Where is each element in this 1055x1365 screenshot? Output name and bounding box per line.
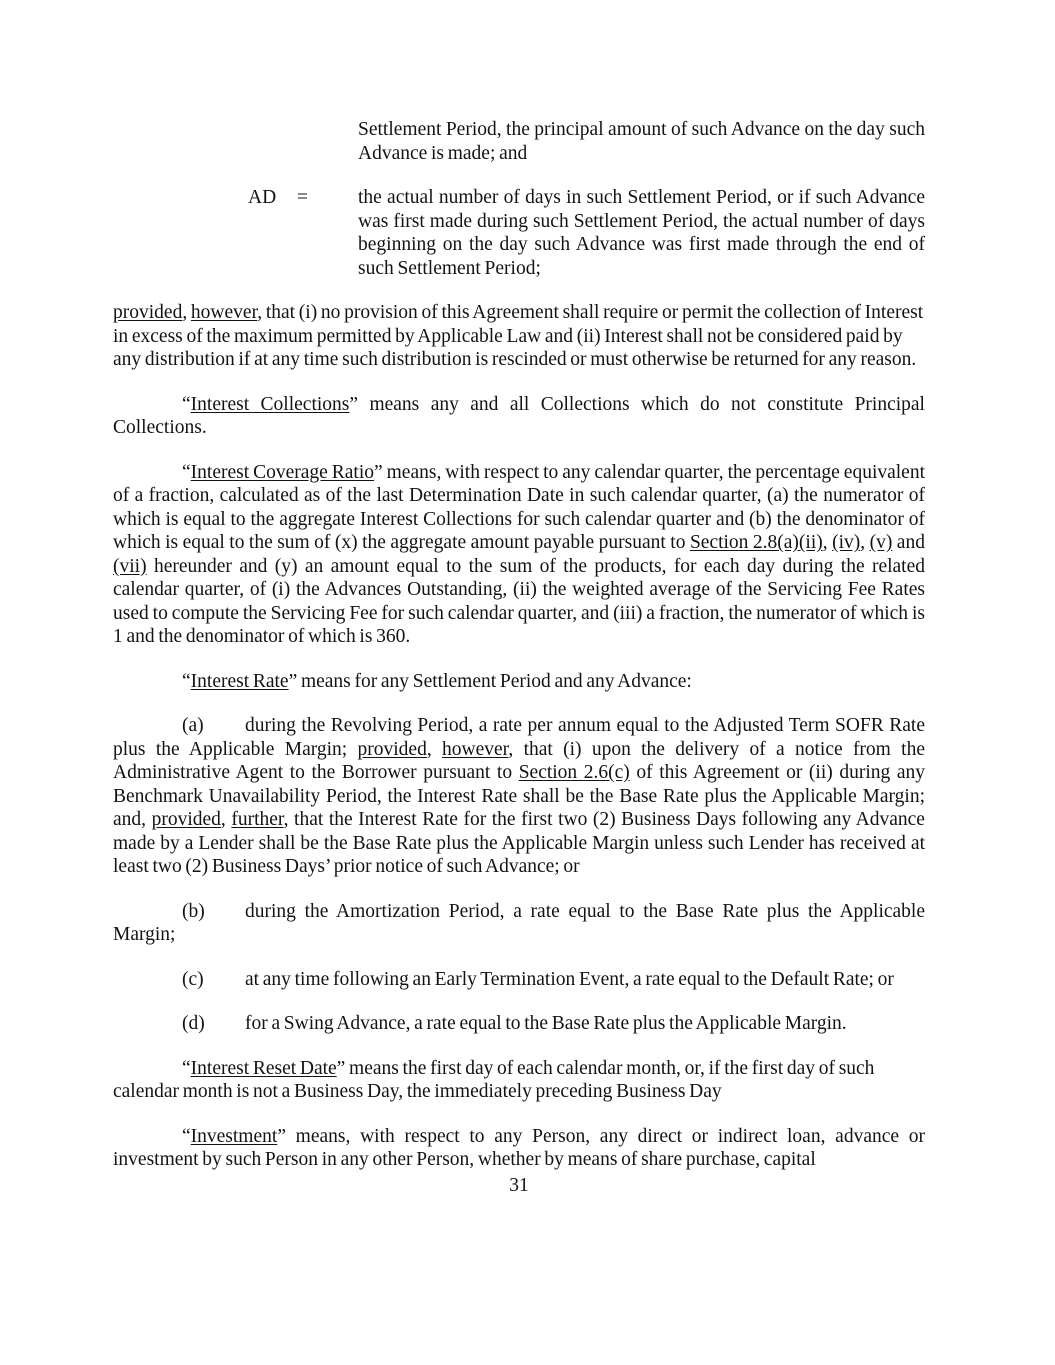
text-segment: during the Revolving Period, a rate per annum equal to the Adjusted Term SOFR Rate plus the Applicable Margin; xyxy=(113,715,925,760)
clause-d-text xyxy=(245,1013,847,1034)
paragraph-interest-rate-clause-d xyxy=(113,1012,925,1036)
underlined-term: Interest Rate xyxy=(190,670,289,692)
clause-d-label: (d) xyxy=(182,1013,205,1034)
text-segment: and xyxy=(892,532,925,553)
text-segment: during the Amortization Period, a rate equal to the Base Rate plus the Applicable Margin; xyxy=(113,900,925,945)
underlined-term: Interest Reset Date xyxy=(190,1057,337,1079)
text-segment: , xyxy=(220,809,232,830)
paragraph-interest-reset-date-definition xyxy=(113,1057,925,1104)
ad-definition-row xyxy=(248,186,925,280)
ad-definition-body xyxy=(358,186,925,280)
underlined-term: Section 2.6(c) xyxy=(518,762,630,783)
text-segment: the actual number of days in such Settlement Period, or if such Advance was first made during such Settlement Period, the actual number of days beginning on the day such Advance was first made through the end of such Settlement Period; xyxy=(358,187,925,279)
text-segment: “ xyxy=(182,461,191,483)
underlined-term: Section 2.8(a)(ii) xyxy=(689,532,823,553)
underlined-term: however xyxy=(190,302,258,323)
paragraph-settlement-continuation xyxy=(358,118,925,165)
equals-sign: = xyxy=(297,187,308,208)
text-segment: “ xyxy=(182,393,191,415)
underlined-term: provided xyxy=(113,302,183,323)
text-segment: ” means any and all Collections which do not constitute Principal Collections. xyxy=(113,393,925,438)
paragraph-interest-rate-clause-c xyxy=(113,968,925,992)
paragraph-proviso xyxy=(113,301,925,372)
text-segment: for a Swing Advance, a rate equal to the Base Rate plus the Applicable Margin. xyxy=(245,1013,847,1034)
underlined-term: provided xyxy=(357,738,427,760)
text-segment: , xyxy=(822,532,833,553)
underlined-term: Interest Coverage Ratio xyxy=(190,461,375,483)
underlined-term: (vii) xyxy=(113,555,147,577)
page-number: 31 xyxy=(509,1174,529,1196)
underlined-term: further xyxy=(231,809,284,830)
text-segment: hereunder and (y) an amount equal to the sum of the products, for each day during the related calendar quarter, of (i) the Advances Outstanding, (ii) the weighted average of the Servicing Fee Rates used to compute the Servicing Fee for such calendar quarter, and (iii) a fraction, the numerator of which is 1 and the denominator of which is 360. xyxy=(113,555,925,647)
text-segment: ” means, with respect to any calendar quarter, the percentage equivalent of a fraction, calculated as of the last Determination Date in such calendar quarter, (a) the numerator of which is equal to the aggregate Interest Collections for such calendar quarter and (b) the denominator of which is equal to the sum of (x) the aggregate amount payable pursuant to xyxy=(113,461,926,553)
clause-a-text xyxy=(113,715,925,877)
text-segment: , xyxy=(860,532,870,553)
paragraph-interest-collections-definition xyxy=(113,393,925,440)
clause-c-text xyxy=(245,969,894,990)
underlined-term: (v) xyxy=(869,532,893,553)
text-segment: ” means the first day of each calendar month, or, if the first day of such calendar month is not a Business Day, the immediately preceding Business Day xyxy=(113,1057,875,1102)
ad-term: AD xyxy=(248,187,277,208)
text-segment: Settlement Period, the principal amount of such Advance on the day such Advance is made; and xyxy=(358,119,925,164)
paragraph-interest-rate-clause-a xyxy=(113,714,925,879)
underlined-term: however xyxy=(442,738,509,760)
text-segment: of this Agreement or (ii) during any Benchmark Unavailability Period, the Interest Rate shall be the Base Rate plus the Applicable Margin; and, xyxy=(113,762,925,830)
text-segment: ” means, with respect to any Person, any direct or indirect loan, advance or investment by such Person in any other Person, whether by means of share purchase, capital xyxy=(113,1125,925,1170)
clause-b-label: (b) xyxy=(182,900,205,922)
text-segment: ” means for any Settlement Period and any Advance: xyxy=(288,670,692,692)
text-segment: , xyxy=(426,738,443,760)
paragraph-interest-rate-clause-b xyxy=(113,900,925,947)
paragraph-investment-definition xyxy=(113,1125,925,1172)
text-segment: , that the Interest Rate for the first two (2) Business Days following any Advance made by a Lender shall be the Base Rate plus the Applicable Margin unless such Lender has received at least two (2) Business Days’ prior notice of such Advance; or xyxy=(113,809,925,877)
clause-a-label: (a) xyxy=(182,715,204,736)
text-segment: “ xyxy=(182,1057,191,1079)
underlined-term: Interest Collections xyxy=(190,393,350,415)
paragraph-interest-rate-definition xyxy=(113,670,925,694)
underlined-term: provided xyxy=(151,809,221,830)
text-segment: , xyxy=(182,302,191,323)
underlined-term: Investment xyxy=(190,1125,278,1147)
text-segment: , that (i) no provision of this Agreement shall require or permit the collection of Interest in excess of the maximum permitted by Applicable Law and (ii) Interest shall not be considered paid by any distribution if at any time such distribution is rescinded or must otherwise be returned for any reason. xyxy=(113,302,924,370)
text-segment: , that (i) upon the delivery of a notice from the Administrative Agent to the Borrower pursuant to xyxy=(113,738,925,783)
clause-c-label: (c) xyxy=(182,968,204,990)
text-segment: “ xyxy=(182,1125,191,1147)
underlined-term: (iv) xyxy=(832,532,861,553)
paragraph-interest-coverage-ratio-definition xyxy=(113,461,925,649)
text-segment: at any time following an Early Termination Event, a rate equal to the Default Rate; or xyxy=(245,968,894,990)
text-segment: “ xyxy=(182,670,191,692)
